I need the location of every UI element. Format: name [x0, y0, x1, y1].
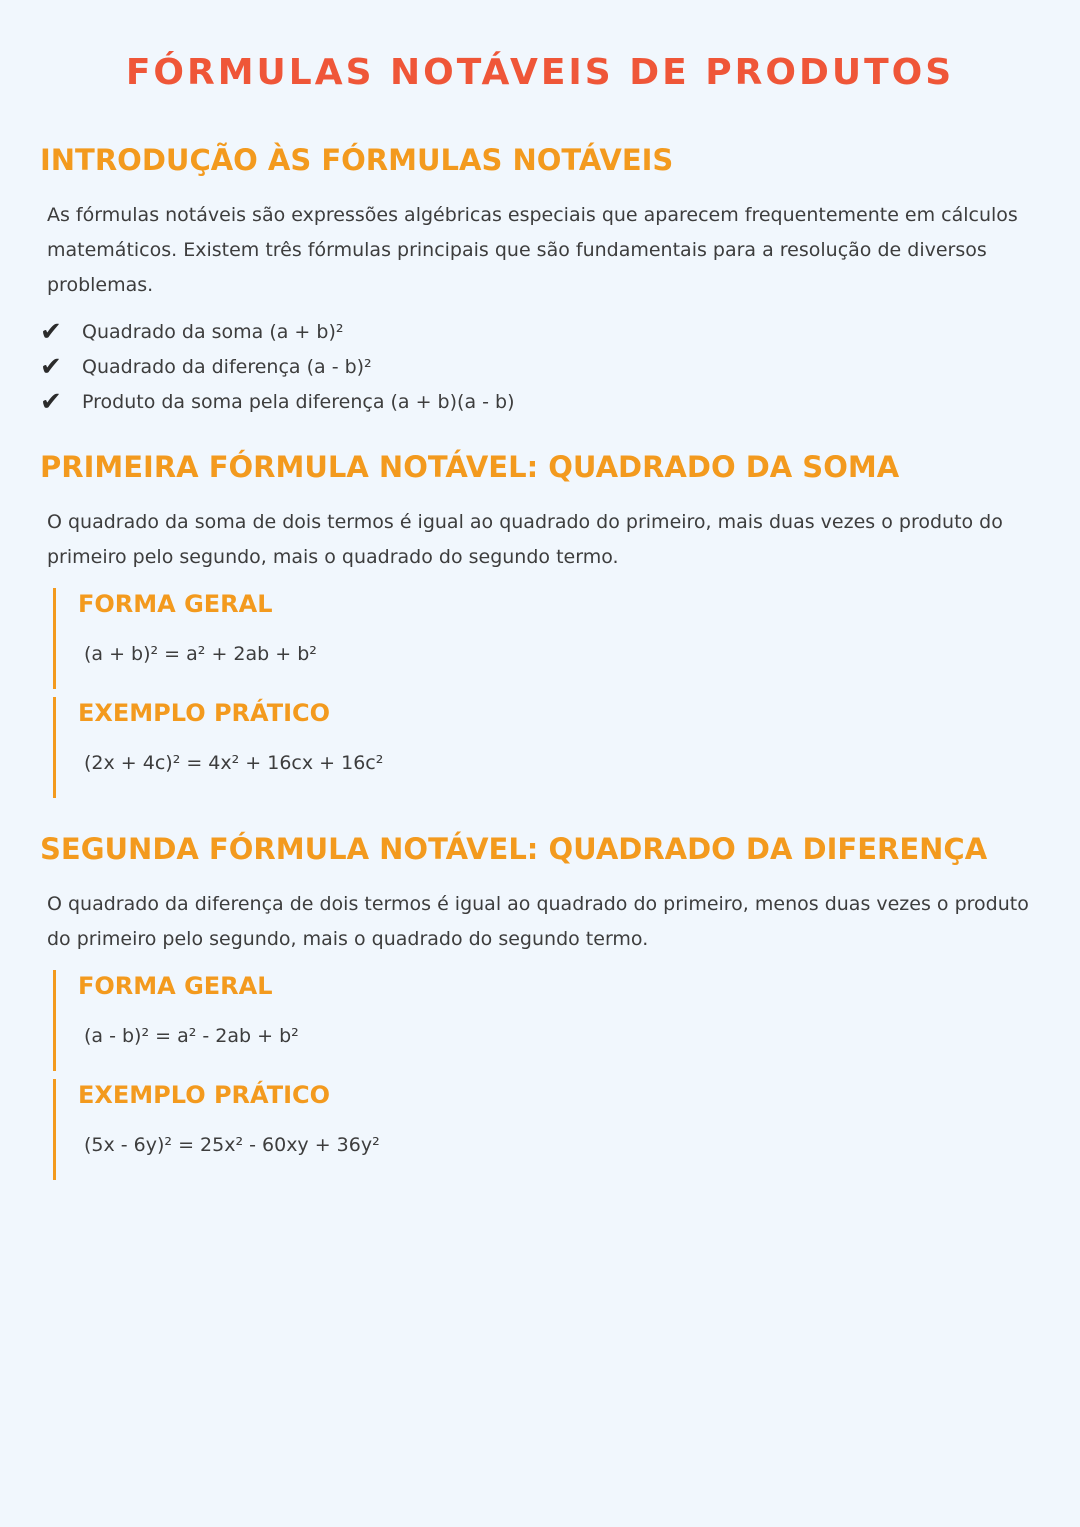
example-label: EXEMPLO PRÁTICO	[78, 1081, 331, 1109]
intro-heading: INTRODUÇÃO ÀS FÓRMULAS NOTÁVEIS	[40, 143, 674, 177]
second-example-box	[53, 1079, 956, 1180]
example-label: EXEMPLO PRÁTICO	[78, 699, 331, 727]
first-formula-heading: PRIMEIRA FÓRMULA NOTÁVEL: QUADRADO DA SOMA	[40, 450, 900, 484]
formula-checklist	[40, 314, 515, 419]
intro-paragraph-line: As fórmulas notáveis são expressões algébricas especiais que aparecem frequentemente em cálculos	[47, 204, 1018, 226]
general-form-formula: (a + b)² = a² + 2ab + b²	[84, 643, 317, 665]
check-icon: ✔	[40, 351, 62, 382]
general-form-label: FORMA GERAL	[78, 972, 273, 1000]
check-icon: ✔	[40, 316, 62, 347]
second-formula-heading: SEGUNDA FÓRMULA NOTÁVEL: QUADRADO DA DIFERENÇA	[40, 832, 988, 866]
second-formula-paragraph	[47, 887, 1032, 957]
general-form-label: FORMA GERAL	[78, 590, 273, 618]
page-title: FÓRMULAS NOTÁVEIS DE PRODUTOS	[125, 52, 955, 93]
checklist-item-label: Quadrado da soma (a + b)²	[82, 320, 344, 343]
first-paragraph-line: O quadrado da soma de dois termos é igual ao quadrado do primeiro, mais duas vezes o produto do	[47, 511, 1003, 533]
intro-paragraph	[47, 198, 1032, 303]
second-general-form-box	[53, 970, 956, 1071]
intro-paragraph-line: matemáticos. Existem três fórmulas principais que são fundamentais para a resolução de diversos	[47, 239, 987, 261]
first-general-form-box	[53, 588, 956, 689]
checklist-item	[40, 384, 515, 419]
first-paragraph-line: primeiro pelo segundo, mais o quadrado do segundo termo.	[47, 546, 619, 568]
example-formula: (2x + 4c)² = 4x² + 16cx + 16c²	[84, 752, 384, 774]
first-formula-paragraph	[47, 505, 1032, 575]
example-formula: (5x - 6y)² = 25x² - 60xy + 36y²	[84, 1134, 380, 1156]
first-example-box	[53, 697, 956, 798]
second-paragraph-line: do primeiro pelo segundo, mais o quadrado do segundo termo.	[47, 928, 649, 950]
checklist-item	[40, 349, 515, 384]
general-form-formula: (a - b)² = a² - 2ab + b²	[84, 1025, 299, 1047]
checklist-item	[40, 314, 515, 349]
second-paragraph-line: O quadrado da diferença de dois termos é igual ao quadrado do primeiro, menos duas vezes o produto	[47, 893, 1029, 915]
checklist-item-label: Produto da soma pela diferença (a + b)(a - b)	[82, 390, 515, 413]
checklist-item-label: Quadrado da diferença (a - b)²	[82, 355, 372, 378]
intro-paragraph-line: problemas.	[47, 274, 154, 296]
check-icon: ✔	[40, 386, 62, 417]
